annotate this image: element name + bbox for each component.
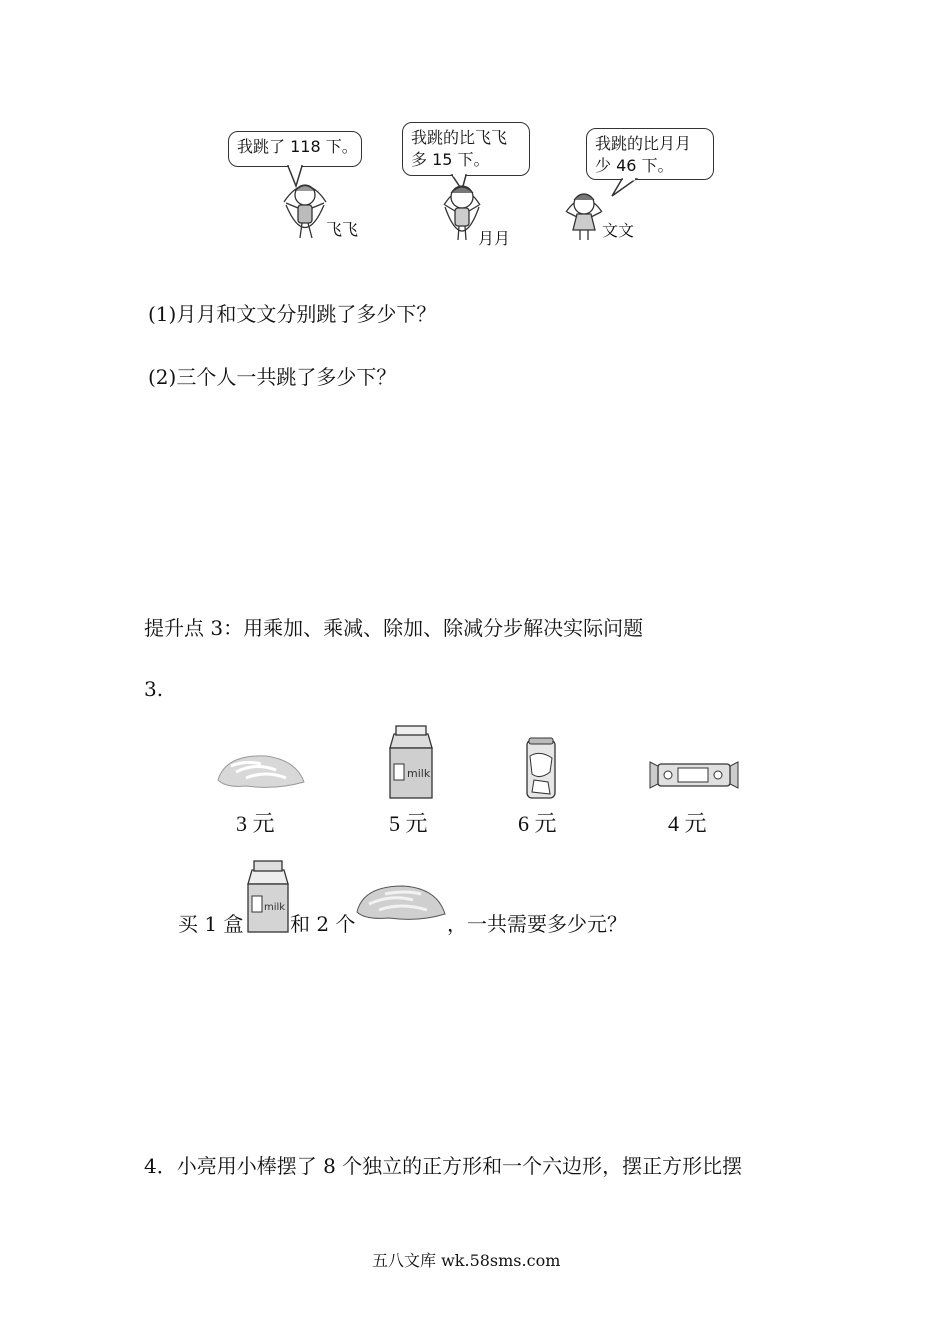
question-2: (2)三个人一共跳了多少下？ <box>148 365 397 389</box>
bubble-text-line2: 多 15 下。 <box>411 150 490 169</box>
milk-carton-icon <box>244 858 292 934</box>
price-milk: 5 元 <box>389 811 428 836</box>
bread-icon <box>355 882 447 926</box>
child-name-yueyue: 月月 <box>478 229 511 248</box>
svg-text:milk: milk <box>407 767 431 780</box>
problem-4-text: 4．小亮用小棒摆了 8 个独立的正方形和一个六边形，摆正方形比摆 <box>144 1154 743 1178</box>
children-drawing <box>0 0 950 260</box>
child-name-feifei: 飞飞 <box>326 220 359 239</box>
price-biscuit: 4 元 <box>668 811 707 836</box>
footer-watermark: 五八文库 wk.58sms.com <box>372 1251 561 1270</box>
child-feifei-figure <box>284 185 326 238</box>
problem-3-question-part1: 买 1 盒 <box>178 912 244 936</box>
price-bread: 3 元 <box>236 811 275 836</box>
price-drink: 6 元 <box>518 811 557 836</box>
biscuit-pack-icon <box>648 758 740 792</box>
problem-3-question-part3: ，一共需要多少元？ <box>447 912 627 936</box>
child-yueyue-figure <box>444 186 480 240</box>
problem-3-number: 3. <box>144 677 164 701</box>
bubble-text-line1: 我跳的比飞飞 <box>411 128 508 147</box>
question-1: (1)月月和文文分别跳了多少下？ <box>148 302 437 326</box>
child-name-wenwen: 文文 <box>602 221 635 240</box>
section-heading: 提升点 3：用乘加、乘减、除加、除减分步解决实际问题 <box>144 616 644 640</box>
child-wenwen-figure <box>566 194 602 240</box>
problem-3-question-part2: 和 2 个 <box>290 912 356 936</box>
drink-can-icon <box>524 736 558 800</box>
svg-text:milk: milk <box>264 902 286 913</box>
milk-carton-icon <box>386 724 436 800</box>
bubble-text-line2: 少 46 下。 <box>595 156 674 175</box>
bubble-text-line1: 我跳的比月月 <box>595 134 692 153</box>
bubble-text: 我跳了 118 下。 <box>237 137 358 156</box>
bread-icon <box>216 752 306 794</box>
